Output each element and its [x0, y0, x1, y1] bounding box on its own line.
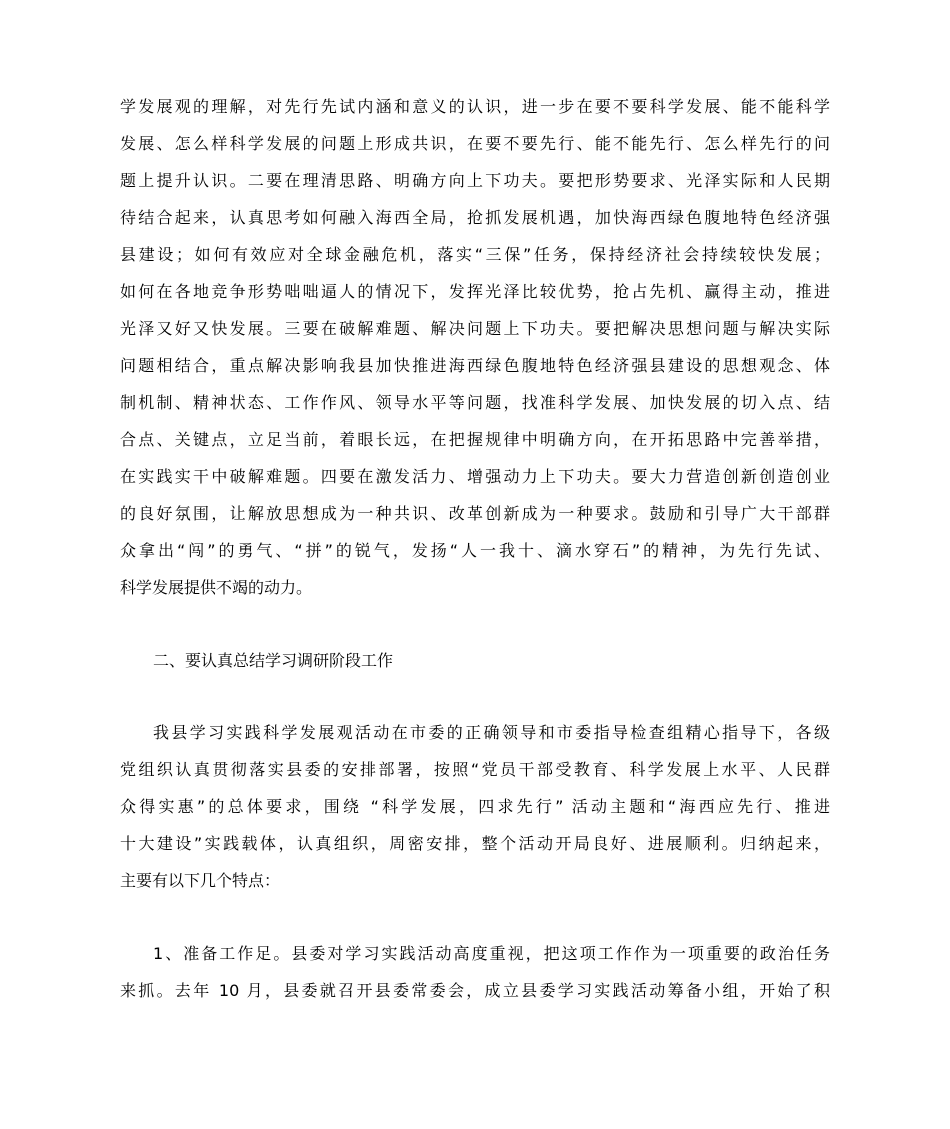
- paragraph-1-line: 问题相结合，重点解决影响我县加快推进海西绿色腹地特色经济强县建设的思想观念、体: [120, 356, 830, 375]
- paragraph-1-line: 题上提升认识。二要在理清思路、明确方向上下功夫。要把形势要求、光泽实际和人民期: [120, 171, 830, 190]
- paragraph-2-line: 十大建设”实践载体，认真组织，周密安排，整个活动开局良好、进展顺利。归纳起来，: [120, 834, 830, 853]
- paragraph-1-line: 待结合起来，认真思考如何融入海西全局，抢抓发展机遇，加快海西绿色腹地特色经济强: [120, 208, 830, 227]
- paragraph-1-line: 的良好氛围，让解放思想成为一种共识、改革创新成为一种要求。鼓励和引导广大干部群: [120, 504, 830, 523]
- paragraph-1-line: 在实践实干中破解难题。四要在激发活力、增强动力上下功夫。要大力营造创新创造创业: [120, 467, 830, 486]
- paragraph-1-line: 合点、关键点，立足当前，着眼长远，在把握规律中明确方向，在开拓思路中完善举措，: [120, 430, 830, 449]
- paragraph-1-line: 制机制、精神状态、工作作风、领导水平等问题，找准科学发展、加快发展的切入点、结: [120, 393, 830, 412]
- paragraph-3-line: 1、准备工作足。县委对学习实践活动高度重视，把这项工作作为一项重要的政治任务: [153, 944, 830, 963]
- paragraph-1-line: 如何在各地竞争形势咄咄逼人的情况下，发挥光泽比较优势，抢占先机、赢得主动，推进: [120, 282, 830, 301]
- paragraph-1-line: 学发展观的理解，对先行先试内涵和意义的认识，进一步在要不要科学发展、能不能科学: [120, 97, 830, 116]
- paragraph-1-line: 众拿出“闯”的勇气、“拼”的锐气，发扬“人一我十、滴水穿石”的精神，为先行先试、: [120, 541, 830, 560]
- paragraph-2-line: 主要有以下几个特点：: [120, 871, 281, 890]
- paragraph-2-line: 党组织认真贯彻落实县委的安排部署，按照“党员干部受教育、科学发展上水平、人民群: [120, 760, 830, 779]
- paragraph-3-line: 来抓。去年 10 月，县委就召开县委常委会，成立县委学习实践活动筹备小组，开始了积: [120, 981, 830, 1000]
- paragraph-2-line: 我县学习实践科学发展观活动在市委的正确领导和市委指导检查组精心指导下，各级: [153, 723, 830, 742]
- section-heading: 二、要认真总结学习调研阶段工作: [153, 651, 394, 670]
- paragraph-1-line: 发展、怎么样科学发展的问题上形成共识，在要不要先行、能不能先行、怎么样先行的问: [120, 134, 830, 153]
- paragraph-1-line: 光泽又好又快发展。三要在破解难题、解决问题上下功夫。要把解决思想问题与解决实际: [120, 319, 830, 338]
- paragraph-1-line: 科学发展提供不竭的动力。: [120, 578, 313, 597]
- paragraph-2-line: 众得实惠”的总体要求，围绕 “科学发展，四求先行” 活动主题和“海西应先行、推进: [120, 797, 830, 816]
- paragraph-1-line: 县建设；如何有效应对全球金融危机，落实“三保”任务，保持经济社会持续较快发展；: [120, 245, 830, 264]
